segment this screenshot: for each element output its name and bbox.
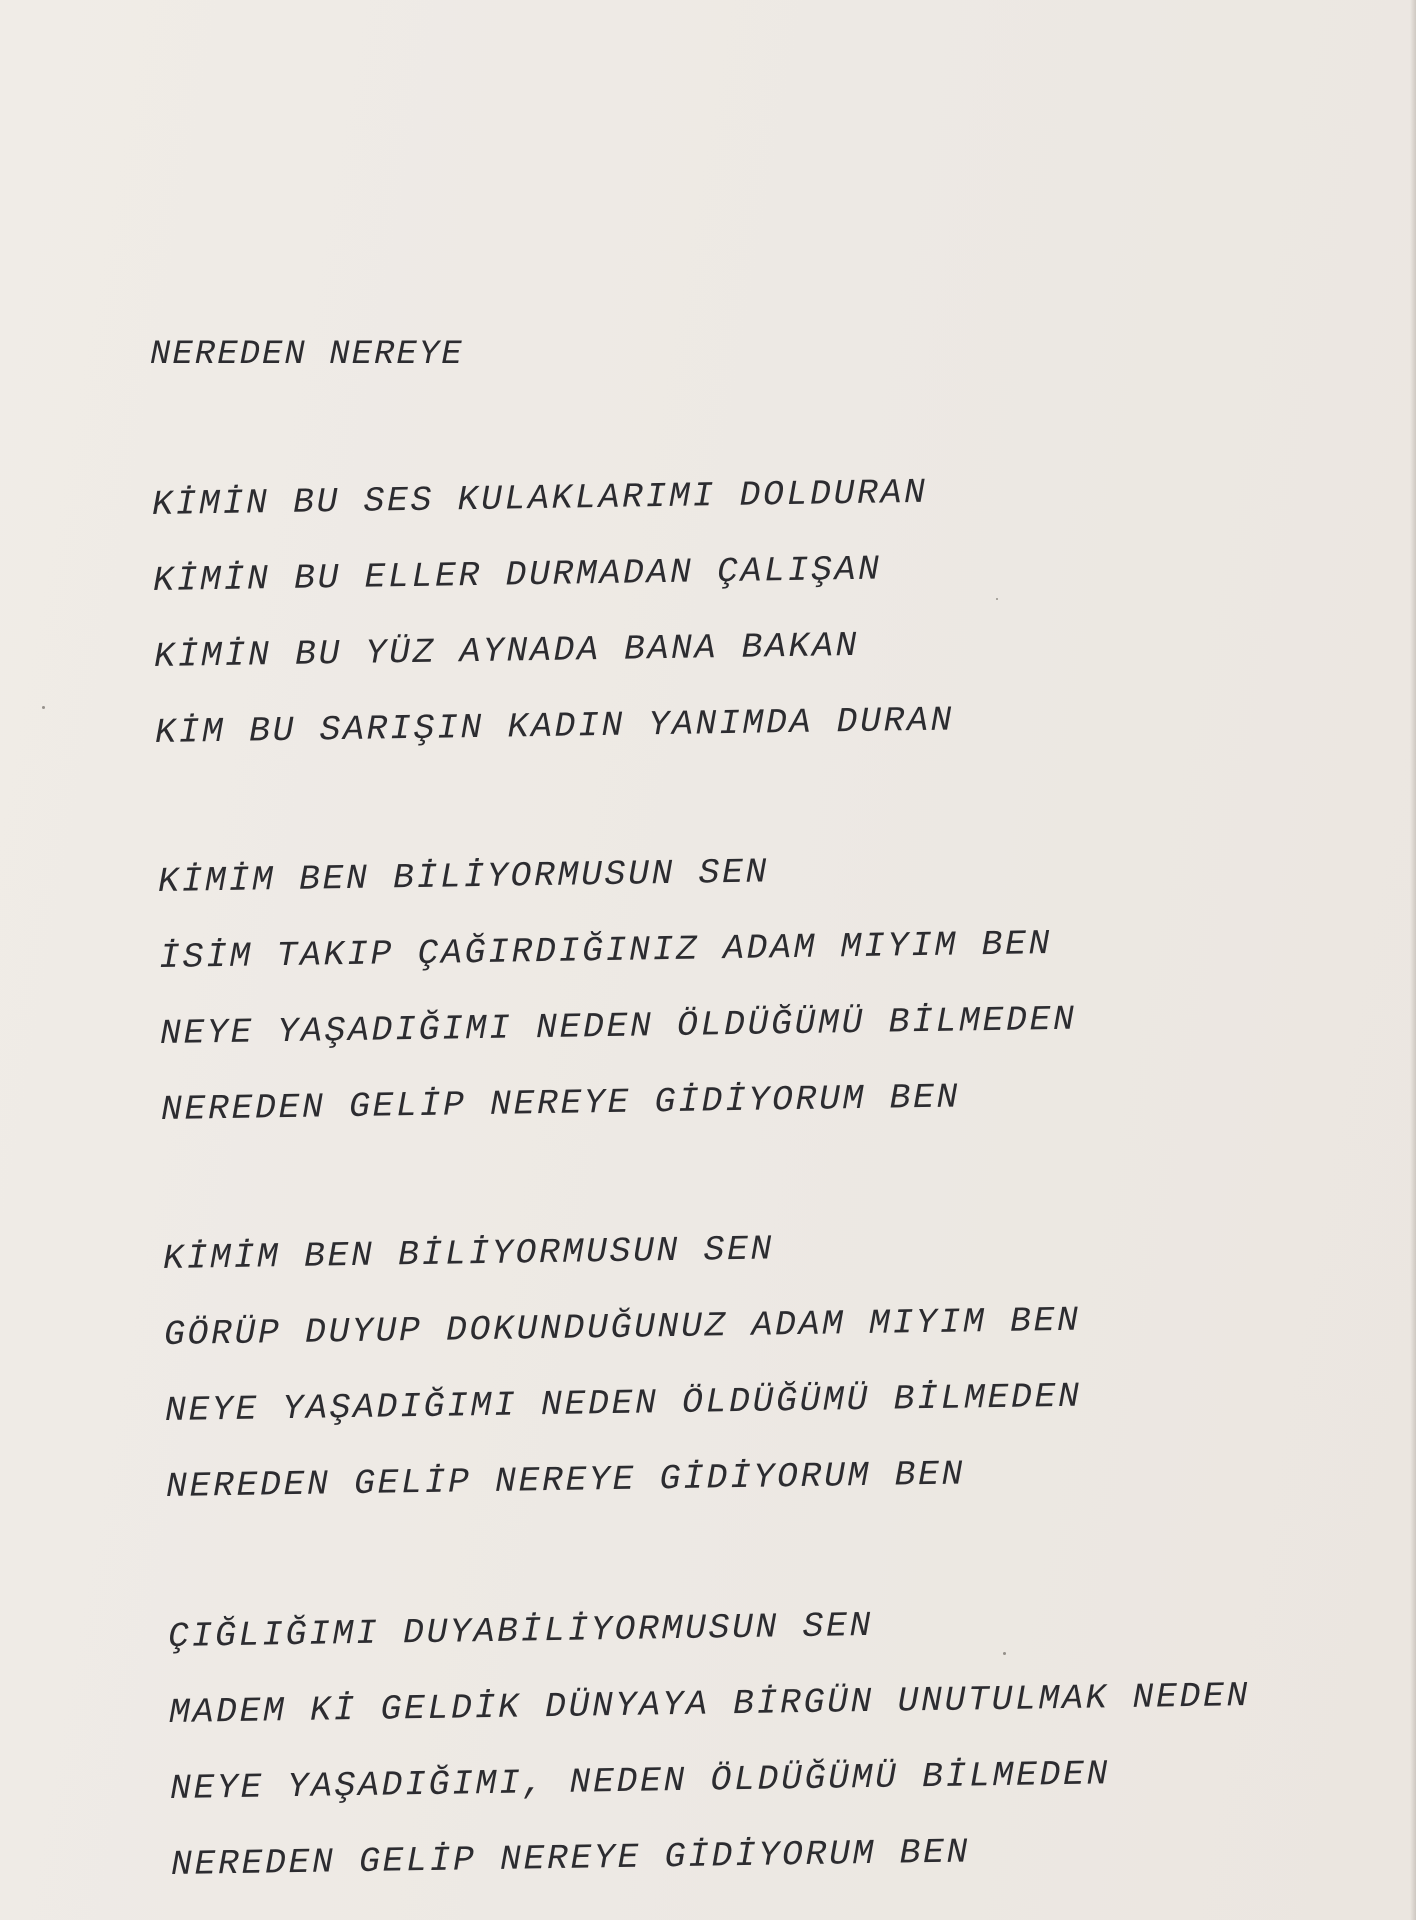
poem-line: GÖRÜP DUYUP DOKUNDUĞUNUZ ADAM MIYIM BEN [163, 1300, 1081, 1355]
poem-line: MADEM Kİ GELDİK DÜNYAYA BİRGÜN UNUTULMAK NEDEN [168, 1676, 1251, 1733]
poem-line: KİMİN BU ELLER DURMADAN ÇALIŞAN [152, 549, 882, 601]
poem-line: KİMİN BU YÜZ AYNADA BANA BAKAN [153, 625, 860, 677]
poem-line: NEREDEN GELİP NEREYE GİDİYORUM BEN [165, 1454, 966, 1507]
poem-line: ÇIĞLIĞIMI DUYABİLİYORMUSUN SEN [167, 1605, 874, 1657]
poem-line: NEYE YAŞADIĞIMI, NEDEN ÖLDÜĞÜMÜ BİLMEDEN [169, 1754, 1111, 1809]
paper-speck [996, 598, 998, 600]
poem-line: NEREDEN GELİP NEREYE GİDİYORUM BEN [170, 1832, 971, 1885]
poem-line: NEYE YAŞADIĞIMI NEDEN ÖLDÜĞÜMÜ BİLMEDEN [159, 999, 1077, 1054]
paper-speck [42, 706, 45, 709]
poem-line: İSİM TAKIP ÇAĞIRDIĞINIZ ADAM MIYIM BEN [158, 923, 1053, 978]
poem-line: NEYE YAŞADIĞIMI NEDEN ÖLDÜĞÜMÜ BİLMEDEN [164, 1376, 1082, 1431]
poem-line: KİMİM BEN BİLİYORMUSUN SEN [162, 1229, 775, 1279]
poem-line: KİMİN BU SES KULAKLARIMI DOLDURAN [151, 472, 928, 525]
poem-line: KİM BU SARIŞIN KADIN YANIMDA DURAN [154, 700, 955, 753]
poem-line: KİMİM BEN BİLİYORMUSUN SEN [157, 852, 770, 902]
poem-line: NEREDEN GELİP NEREYE GİDİYORUM BEN [160, 1077, 961, 1130]
paper-edge-shadow [1410, 0, 1416, 1920]
poem-title: NEREDEN NEREYE [150, 336, 464, 374]
paper-speck [1003, 1652, 1006, 1655]
